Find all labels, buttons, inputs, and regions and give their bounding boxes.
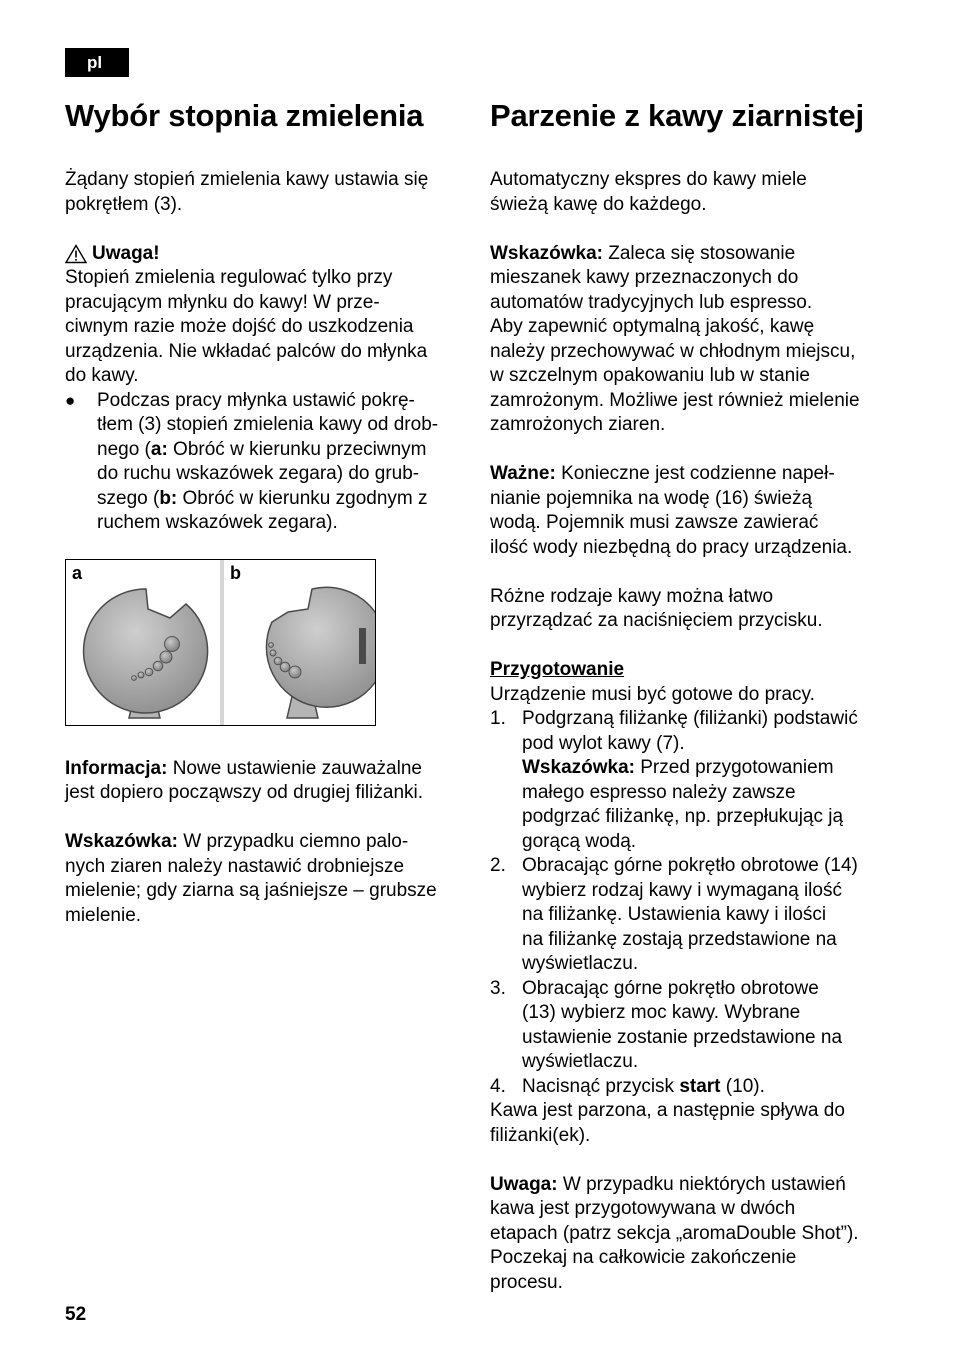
grinder-knob-illustration	[66, 560, 375, 725]
list-item	[65, 389, 467, 536]
warning-triangle-icon	[65, 244, 87, 264]
step-text: Obracając górne pokrętło obrotowe (13) wybierz moc kawy. Wybrane ustawienie zostanie przedstawione na wyświetlaczu.	[522, 977, 843, 1072]
attention-note: Uwaga: W przypadku niektórych ustawień kawa jest przygotowywana w dwóch etapach (patrz sekcja „aromaDouble Shot”). Poczekaj na całkowicie zakończenie procesu.	[490, 1173, 859, 1293]
preparation-intro: Urządzenie musi być gotowe do pracy.	[490, 683, 815, 705]
bullet-dot: ●	[65, 390, 76, 410]
figure-label-a: a	[72, 562, 83, 583]
page-number: 52	[65, 1304, 87, 1325]
knob-b	[266, 587, 375, 718]
grinder-knob-figure	[65, 559, 376, 726]
brewing-intro: Automatyczny ekspres do kawy miele świeżą kawę do każdego.	[490, 169, 807, 215]
step-text: Nacisnąć przycisk start (10).	[522, 1075, 765, 1097]
info-note: Informacja: Nowe ustawienie zauważalne jest dopiero począwszy od drugiej filiżanki.	[65, 757, 424, 803]
brewing-result-text: Kawa jest parzona, a następnie spływa do filiżanki(ek).	[490, 1100, 845, 1146]
coffee-types-text: Różne rodzaje kawy można łatwo przyrządzać za naciśnięciem przycisku.	[490, 585, 823, 631]
bullet-text: Podczas pracy młynka ustawić pokrę- tłem (3) stopień zmielenia kawy od drob- nego (a: Obróć w kierunku przeciwnym do ruchu wskazówek zegara) do grub- szego (b: Obróć w kierunku zgodnym z ruchem wskazówek zegara).	[97, 389, 439, 533]
left-section-title: Wybór stopnia zmielenia	[65, 98, 424, 133]
tip-note: Wskazówka: Zaleca się stosowanie mieszanek kawy przeznaczonych do automatów tradycyjnych lub espresso. Aby zapewnić optymalną jakość, kawę należy przechowywać w chłodnym miejscu, w szczelnym opakowaniu lub w stanie zamrożonym. Możliwe jest również mielenie zamrożonych ziaren.	[490, 242, 860, 435]
preparation-heading: Przygotowanie	[490, 659, 625, 680]
step-number: 4.	[490, 1075, 506, 1097]
list-item	[490, 707, 900, 854]
list-item	[490, 854, 900, 977]
knob-a	[84, 588, 208, 717]
list-item	[490, 1075, 900, 1100]
step-text: Podgrzaną filiżankę (filiżanki) podstawić pod wylot kawy (7). Wskazówka: Przed przygotowaniem małego espresso należy zawsze podgrzać filiżankę, np. przepłukując ją gorącą wodą.	[522, 708, 858, 852]
right-column	[490, 96, 900, 1295]
grind-intro: Żądany stopień zmielenia kawy ustawia się pokrętłem (3).	[65, 169, 429, 215]
list-item	[490, 977, 900, 1075]
left-column	[65, 96, 467, 928]
important-note: Ważne: Konieczne jest codzienne napeł- nianie pojemnika na wodę (16) świeżą wodą. Pojemnik musi zawsze zawierać ilość wody niezbędną do pracy urządzenia.	[490, 463, 853, 558]
tip-note: Wskazówka: W przypadku ciemno palo- nych ziaren należy nastawić drobniejsze mielenie; gdy ziarna są jaśniejsze – grubsze mielenie.	[65, 831, 437, 926]
figure-label-b: b	[230, 562, 241, 583]
step-number: 2.	[490, 855, 506, 876]
warning-heading	[65, 242, 467, 267]
warning-text: Stopień zmielenia regulować tylko przy pracującym młynku do kawy! W prze- ciwnym razie może dojść do uszkodzenia urządzenia. Nie wkładać palców do młynka do kawy.	[65, 267, 428, 386]
warning-label: Uwaga!	[92, 242, 160, 264]
step-number: 3.	[490, 977, 506, 999]
step-number: 1.	[490, 708, 506, 729]
language-tab: pl	[65, 48, 129, 77]
right-section-title: Parzenie z kawy ziarnistej	[490, 98, 864, 133]
step-text: Obracając górne pokrętło obrotowe (14) wybierz rodzaj kawy i wymaganą ilość na filiżankę. Ustawienia kawy i ilości na filiżankę zostają przedstawione na wyświetlaczu.	[522, 855, 858, 974]
